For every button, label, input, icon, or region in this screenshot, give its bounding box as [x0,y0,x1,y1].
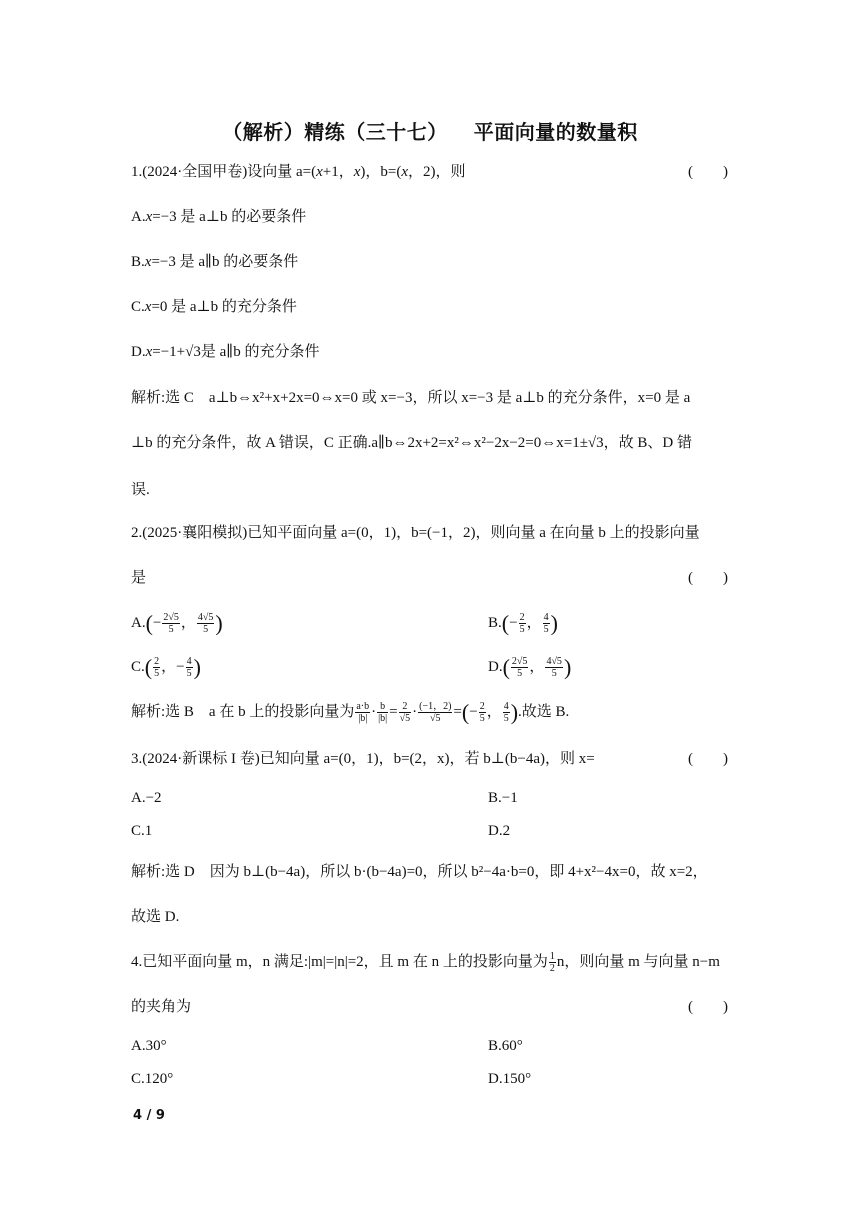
q1-option-a: A.x=−3 是 a⊥b 的必要条件 [131,209,307,225]
q3-answer-paren: ( ) [688,751,728,767]
q4-option-c: C.120° [131,1071,174,1087]
q1-option-c: C.x=0 是 a⊥b 的充分条件 [131,299,297,315]
q2-option-b: B.(− $\frac{2}{5}$ ， $\frac{4}{5}$ ) [488,610,558,636]
q2-option-d: D.( $\frac{2√5}{5}$ ， $\frac{4√5}{5}$ ) [488,654,572,680]
q4-option-d: D.150° [488,1071,532,1087]
q2-solution: 解析:选 B a 在 b 上的投影向量为 $\frac{a\cdot b}{|b|}$ · $\frac{b}{|b|}$ = $\frac{2}{√5}$ · $\frac{(-1,2)}{√5}$ =(− $\frac{2}{5}$ ， $\frac{4}{5}$ ).故选 B. [131,699,570,725]
q2-stem-line1: 2.(2025·襄阳模拟)已知平面向量 a=(0，1)，b=(−1，2)，则向量 a 在向量 b 上的投影向量 [131,525,700,541]
q1-solution-line1: 解析:选 C a⊥b⇔x²+x+2x=0⇔x=0 或 x=−3，所以 x=−3 是 a⊥b 的充分条件，x=0 是 a [131,390,691,406]
title-part2: 平面向量的数量积 [473,120,638,144]
q1-solution-line2: ⊥b 的充分条件，故 A 错误，C 正确.a∥b⇔2x+2=x²⇔x²−2x−2=0⇔x=1±√3，故 B、D 错 [131,435,693,451]
q3-solution-line2: 故选 D. [131,909,180,925]
q3-option-c: C.1 [131,823,153,839]
q3-option-d: D.2 [488,823,511,839]
q3-stem: 3.(2024·新课标 I 卷)已知向量 a=(0，1)，b=(2，x)，若 b⊥(b−4a)，则 x= [131,751,595,767]
q1-option-b: B.x=−3 是 a∥b 的必要条件 [131,254,299,270]
q3-solution-line1: 解析:选 D 因为 b⊥(b−4a)，所以 b·(b−4a)=0，所以 b²−4a·b=0，即 4+x²−4x=0，故 x=2， [131,864,708,880]
q4-option-a: A.30° [131,1038,167,1054]
q3-option-a: A.−2 [131,790,162,806]
q1-option-d: D.x=−1+√3是 a∥b 的充分条件 [131,344,320,360]
title-part1: （解析）精练（三十七） [222,120,448,144]
q2-option-a: A.(− $\frac{2√5}{5}$ ， $\frac{4√5}{5}$ ) [131,610,223,636]
page-number: 4 / 9 [133,1108,165,1123]
q2-stem-line2: 是 [131,570,147,586]
q1-stem: 1.(2024·全国甲卷)设向量 a=(x+1，x)，b=(x，2)，则 [131,164,466,180]
q4-answer-paren: ( ) [688,999,728,1015]
q1-answer-paren: ( ) [688,164,728,180]
q1-solution-line3: 误. [131,482,150,498]
page-title [0,116,860,145]
q4-stem-line2: 的夹角为 [131,999,192,1015]
q4-option-b: B.60° [488,1038,523,1054]
q4-stem-line1: 4.已知平面向量 m，n 满足:|m|=|n|=2，且 m 在 n 上的投影向量为 $\frac{1}{2}$ n，则向量 m 与向量 n−m [131,951,720,974]
q2-option-c: C.( $\frac{2}{5}$ ，− $\frac{4}{5}$ ) [131,654,201,680]
q2-answer-paren: ( ) [688,570,728,586]
q3-option-b: B.−1 [488,790,518,806]
